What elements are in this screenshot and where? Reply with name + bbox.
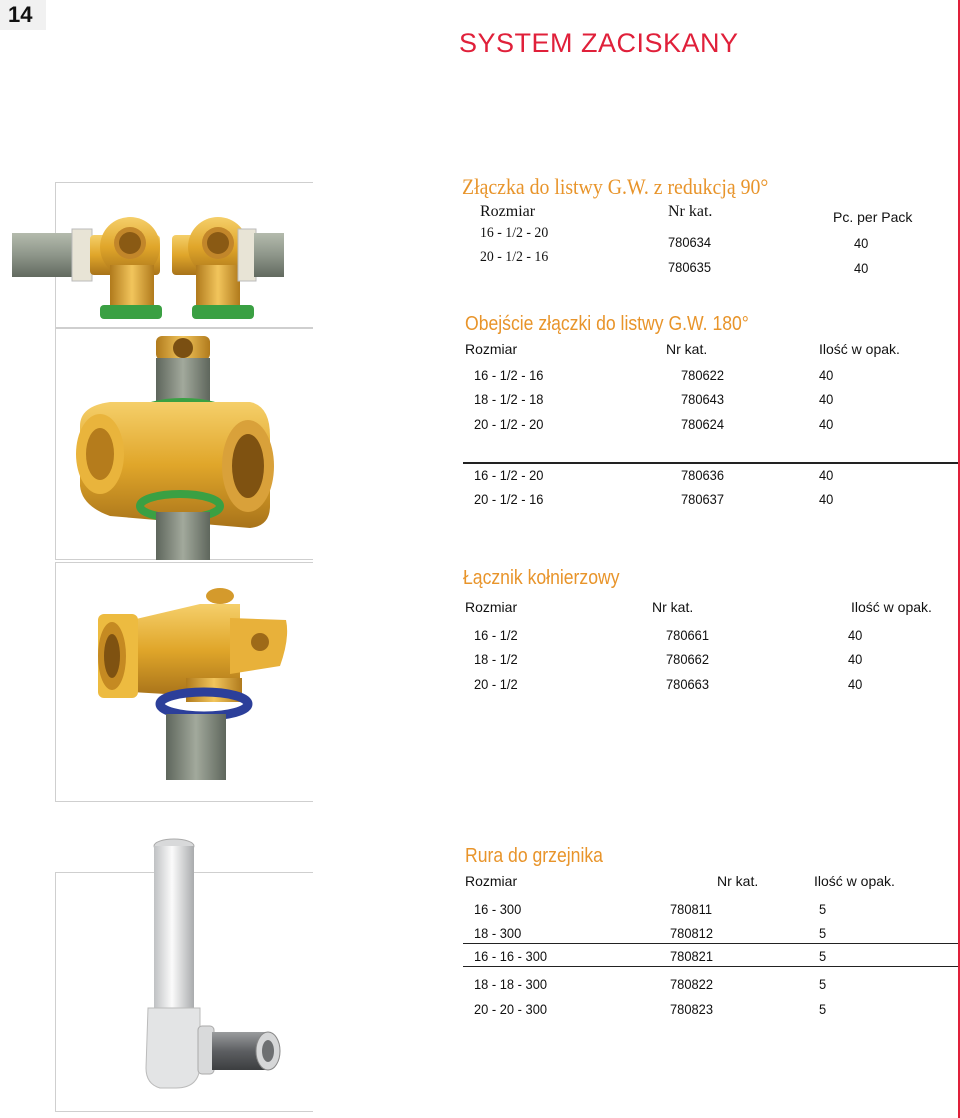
column-header-code: Nr kat. bbox=[668, 203, 713, 220]
size-cell: 18 - 300 bbox=[474, 925, 522, 941]
qty-cell: 40 bbox=[848, 627, 863, 643]
code-cell: 780635 bbox=[668, 259, 711, 275]
size-cell: 16 - 1/2 - 16 bbox=[474, 367, 544, 383]
column-header-code: Nr kat. bbox=[717, 873, 759, 889]
code-cell: 780822 bbox=[670, 976, 713, 992]
size-cell: 20 - 1/2 - 16 bbox=[474, 491, 544, 507]
page-number: 14 bbox=[0, 0, 46, 30]
code-cell: 780662 bbox=[666, 651, 709, 667]
size-cell: 18 - 1/2 bbox=[474, 651, 518, 667]
qty-cell: 5 bbox=[819, 976, 827, 992]
qty-cell: 40 bbox=[819, 416, 834, 432]
size-cell: 20 - 1/2 - 16 bbox=[480, 249, 549, 265]
qty-cell: 40 bbox=[848, 676, 863, 692]
section-title: Łącznik kołnierzowy bbox=[463, 567, 620, 589]
size-cell: 16 - 16 - 300 bbox=[474, 948, 548, 964]
column-header-qty: Ilość w opak. bbox=[814, 873, 895, 889]
column-header-qty: Pc. per Pack bbox=[833, 209, 913, 225]
column-header-size: Rozmiar bbox=[480, 203, 536, 220]
size-cell: 18 - 18 - 300 bbox=[474, 976, 548, 992]
qty-cell: 5 bbox=[819, 948, 827, 964]
size-cell: 18 - 1/2 - 18 bbox=[474, 391, 544, 407]
code-cell: 780821 bbox=[670, 948, 713, 964]
code-cell: 780811 bbox=[670, 901, 713, 917]
code-cell: 780622 bbox=[681, 367, 724, 383]
group-divider bbox=[463, 462, 958, 464]
qty-cell: 40 bbox=[848, 651, 863, 667]
column-header-code: Nr kat. bbox=[652, 599, 694, 615]
code-cell: 780636 bbox=[681, 467, 724, 483]
code-cell: 780634 bbox=[668, 234, 711, 250]
section-title: Złączka do listwy G.W. z redukcją 90° bbox=[462, 174, 769, 199]
page-title: SYSTEM ZACISKANY bbox=[459, 28, 739, 58]
qty-cell: 5 bbox=[819, 925, 827, 941]
section-title: Rura do grzejnika bbox=[465, 845, 603, 867]
size-cell: 16 - 1/2 - 20 bbox=[474, 467, 544, 483]
section-title: Obejście złączki do listwy G.W. 180° bbox=[465, 313, 749, 335]
qty-cell: 40 bbox=[819, 491, 834, 507]
size-cell: 20 - 1/2 bbox=[474, 676, 518, 692]
qty-cell: 5 bbox=[819, 901, 827, 917]
qty-cell: 40 bbox=[854, 260, 869, 276]
qty-cell: 40 bbox=[819, 391, 834, 407]
code-cell: 780812 bbox=[670, 925, 713, 941]
qty-cell: 40 bbox=[819, 467, 834, 483]
qty-cell: 40 bbox=[819, 367, 834, 383]
group-divider bbox=[463, 943, 958, 944]
size-cell: 16 - 1/2 - 20 bbox=[480, 225, 549, 241]
product-image-bypass-tee bbox=[70, 336, 290, 560]
code-cell: 780624 bbox=[681, 416, 724, 432]
code-cell: 780663 bbox=[666, 676, 709, 692]
column-header-size: Rozmiar bbox=[465, 599, 518, 615]
column-header-code: Nr kat. bbox=[666, 341, 708, 357]
size-cell: 16 - 300 bbox=[474, 901, 522, 917]
code-cell: 780637 bbox=[681, 491, 724, 507]
size-cell: 16 - 1/2 bbox=[474, 627, 518, 643]
column-header-qty: Ilość w opak. bbox=[819, 341, 900, 357]
code-cell: 780823 bbox=[670, 1001, 713, 1017]
column-header-size: Rozmiar bbox=[465, 341, 518, 357]
column-header-qty: Ilość w opak. bbox=[851, 599, 932, 615]
product-image-flange-connector bbox=[90, 578, 290, 780]
code-cell: 780643 bbox=[681, 391, 724, 407]
qty-cell: 5 bbox=[819, 1001, 827, 1017]
group-divider bbox=[463, 966, 958, 967]
qty-cell: 40 bbox=[854, 235, 869, 251]
code-cell: 780661 bbox=[666, 627, 709, 643]
product-image-elbow-pair bbox=[12, 205, 284, 330]
size-cell: 20 - 20 - 300 bbox=[474, 1001, 548, 1017]
column-header-size: Rozmiar bbox=[465, 873, 518, 889]
product-image-radiator-pipe bbox=[120, 838, 290, 1108]
size-cell: 20 - 1/2 - 20 bbox=[474, 416, 544, 432]
